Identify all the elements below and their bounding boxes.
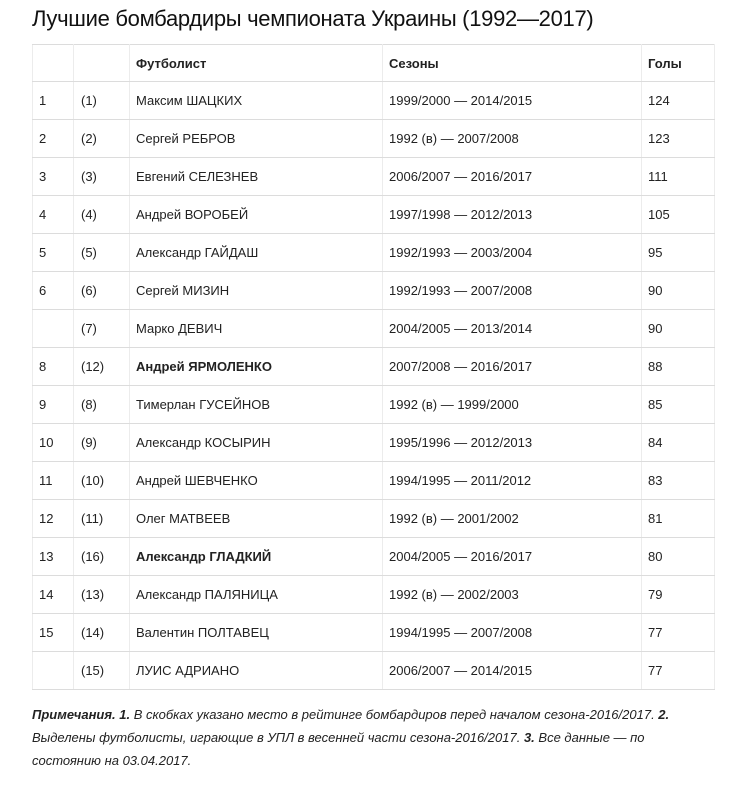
cell-goals: 88	[642, 348, 715, 386]
cell-seasons: 1994/1995 — 2007/2008	[383, 614, 642, 652]
note-1-text: В скобках указано место в рейтинге бомбардиров перед началом сезона-2016/2017.	[130, 707, 659, 722]
cell-player: Валентин ПОЛТАВЕЦ	[130, 614, 383, 652]
cell-prev-rank: (9)	[74, 424, 130, 462]
cell-player: Андрей ШЕВЧЕНКО	[130, 462, 383, 500]
table-row	[33, 614, 715, 652]
cell-player: Андрей ЯРМОЛЕНКО	[130, 348, 383, 386]
cell-goals: 77	[642, 652, 715, 690]
cell-prev-rank: (10)	[74, 462, 130, 500]
table-row	[33, 538, 715, 576]
cell-goals: 84	[642, 424, 715, 462]
cell-goals: 124	[642, 82, 715, 120]
scorers-table	[32, 44, 715, 690]
cell-rank: 2	[33, 120, 74, 158]
table-row	[33, 234, 715, 272]
header-rank	[33, 45, 74, 82]
table-row	[33, 120, 715, 158]
cell-player: Марко ДЕВИЧ	[130, 310, 383, 348]
cell-goals: 83	[642, 462, 715, 500]
header-prev-rank	[74, 45, 130, 82]
cell-seasons: 2006/2007 — 2016/2017	[383, 158, 642, 196]
table-row	[33, 158, 715, 196]
cell-player: Александр ПАЛЯНИЦА	[130, 576, 383, 614]
cell-goals: 90	[642, 272, 715, 310]
cell-rank: 1	[33, 82, 74, 120]
cell-rank	[33, 652, 74, 690]
table-body	[33, 82, 715, 690]
cell-rank: 6	[33, 272, 74, 310]
cell-seasons: 1994/1995 — 2011/2012	[383, 462, 642, 500]
cell-goals: 77	[642, 614, 715, 652]
cell-goals: 79	[642, 576, 715, 614]
cell-seasons: 1992 (в) — 2007/2008	[383, 120, 642, 158]
cell-seasons: 1992/1993 — 2003/2004	[383, 234, 642, 272]
table-row	[33, 462, 715, 500]
cell-prev-rank: (13)	[74, 576, 130, 614]
notes-label: Примечания.	[32, 707, 116, 722]
cell-goals: 123	[642, 120, 715, 158]
cell-seasons: 1995/1996 — 2012/2013	[383, 424, 642, 462]
cell-goals: 80	[642, 538, 715, 576]
cell-prev-rank: (15)	[74, 652, 130, 690]
cell-player: Александр КОСЫРИН	[130, 424, 383, 462]
cell-goals: 90	[642, 310, 715, 348]
notes	[32, 703, 692, 772]
cell-rank: 15	[33, 614, 74, 652]
cell-seasons: 1997/1998 — 2012/2013	[383, 196, 642, 234]
cell-prev-rank: (4)	[74, 196, 130, 234]
cell-seasons: 1999/2000 — 2014/2015	[383, 82, 642, 120]
cell-seasons: 1992 (в) — 2002/2003	[383, 576, 642, 614]
cell-seasons: 1992 (в) — 1999/2000	[383, 386, 642, 424]
cell-player: Андрей ВОРОБЕЙ	[130, 196, 383, 234]
cell-prev-rank: (7)	[74, 310, 130, 348]
cell-rank: 8	[33, 348, 74, 386]
cell-rank: 5	[33, 234, 74, 272]
cell-rank: 13	[33, 538, 74, 576]
cell-goals: 81	[642, 500, 715, 538]
cell-player: ЛУИС АДРИАНО	[130, 652, 383, 690]
cell-goals: 85	[642, 386, 715, 424]
cell-goals: 111	[642, 158, 715, 196]
table-row	[33, 576, 715, 614]
table-row	[33, 386, 715, 424]
cell-prev-rank: (14)	[74, 614, 130, 652]
cell-prev-rank: (12)	[74, 348, 130, 386]
note-2-text: Выделены футболисты, играющие в УПЛ в весенней части сезона-2016/2017.	[32, 730, 524, 745]
table-header-row	[33, 45, 715, 82]
cell-rank	[33, 310, 74, 348]
page-title: Лучшие бомбардиры чемпионата Украины (1992—2017)	[32, 6, 594, 31]
cell-rank: 11	[33, 462, 74, 500]
cell-prev-rank: (8)	[74, 386, 130, 424]
table-row	[33, 500, 715, 538]
cell-seasons: 2004/2005 — 2013/2014	[383, 310, 642, 348]
table-row	[33, 82, 715, 120]
header-player: Футболист	[130, 45, 383, 82]
cell-seasons: 1992 (в) — 2001/2002	[383, 500, 642, 538]
note-2-number: 2.	[658, 707, 670, 722]
cell-player: Максим ШАЦКИХ	[130, 82, 383, 120]
table-row	[33, 348, 715, 386]
table-row	[33, 272, 715, 310]
cell-player: Сергей РЕБРОВ	[130, 120, 383, 158]
cell-player: Олег МАТВЕЕВ	[130, 500, 383, 538]
cell-player: Александр ГЛАДКИЙ	[130, 538, 383, 576]
note-1-number: 1.	[119, 707, 131, 722]
note-3-text: Все данные — по состоянию на 03.04.2017.	[32, 730, 645, 768]
cell-player: Сергей МИЗИН	[130, 272, 383, 310]
table-row	[33, 652, 715, 690]
table-row	[33, 196, 715, 234]
note-3-number: 3.	[523, 730, 535, 745]
cell-rank: 9	[33, 386, 74, 424]
cell-seasons: 2004/2005 — 2016/2017	[383, 538, 642, 576]
cell-seasons: 1992/1993 — 2007/2008	[383, 272, 642, 310]
cell-prev-rank: (2)	[74, 120, 130, 158]
cell-prev-rank: (1)	[74, 82, 130, 120]
cell-prev-rank: (5)	[74, 234, 130, 272]
cell-rank: 4	[33, 196, 74, 234]
table-row	[33, 424, 715, 462]
cell-goals: 95	[642, 234, 715, 272]
scorers-table-container	[32, 44, 714, 690]
cell-seasons: 2006/2007 — 2014/2015	[383, 652, 642, 690]
cell-player: Александр ГАЙДАШ	[130, 234, 383, 272]
cell-player: Евгений СЕЛЕЗНЕВ	[130, 158, 383, 196]
table-row	[33, 310, 715, 348]
cell-prev-rank: (11)	[74, 500, 130, 538]
cell-rank: 3	[33, 158, 74, 196]
header-seasons: Сезоны	[383, 45, 642, 82]
cell-rank: 14	[33, 576, 74, 614]
cell-rank: 10	[33, 424, 74, 462]
cell-prev-rank: (6)	[74, 272, 130, 310]
cell-prev-rank: (16)	[74, 538, 130, 576]
cell-player: Тимерлан ГУСЕЙНОВ	[130, 386, 383, 424]
header-goals: Голы	[642, 45, 715, 82]
cell-goals: 105	[642, 196, 715, 234]
cell-prev-rank: (3)	[74, 158, 130, 196]
cell-rank: 12	[33, 500, 74, 538]
cell-seasons: 2007/2008 — 2016/2017	[383, 348, 642, 386]
